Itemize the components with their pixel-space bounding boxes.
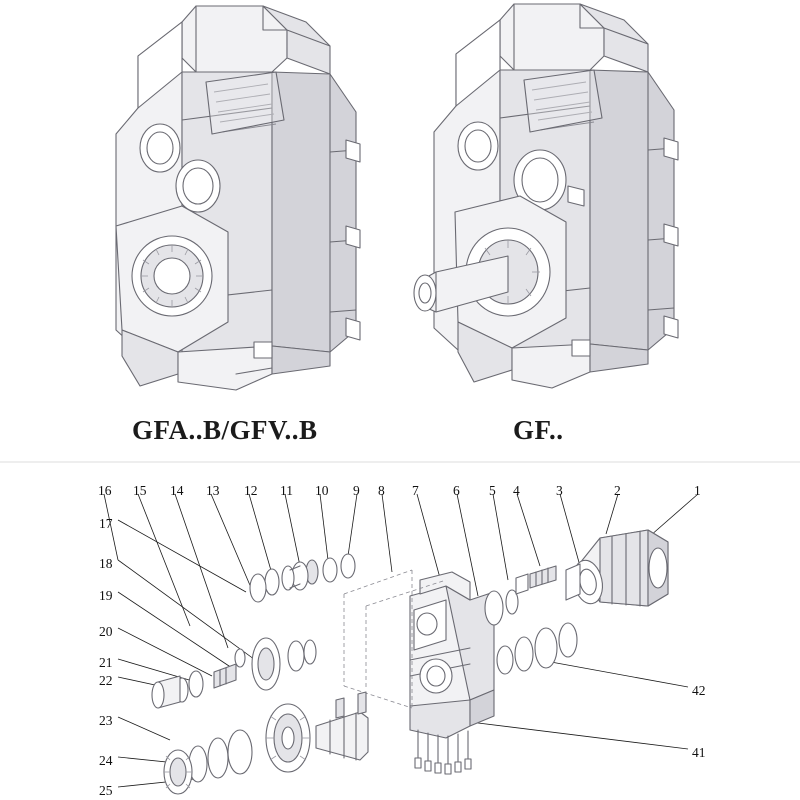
callout-top-4: 4	[513, 483, 520, 498]
callout-top-6: 6	[453, 483, 460, 498]
callout-top-1: 1	[694, 483, 701, 498]
callout-top-8: 8	[378, 483, 385, 498]
callout-top-10: 10	[315, 483, 329, 498]
callout-top-12: 12	[244, 483, 258, 498]
callout-left-24: 24	[99, 753, 113, 768]
callout-top-13: 13	[206, 483, 220, 498]
callout-top-2: 2	[614, 483, 621, 498]
caption-gf: GF..	[513, 415, 564, 445]
callout-top-5: 5	[489, 483, 496, 498]
callout-left-20: 20	[99, 624, 113, 639]
gf-housing-with-shaft-view	[414, 4, 678, 388]
callout-left-17: 17	[99, 516, 113, 531]
callout-top-11: 11	[280, 483, 293, 498]
callout-left-23: 23	[99, 713, 113, 728]
callout-right-41: 41	[692, 745, 706, 760]
callout-right-42: 42	[692, 683, 706, 698]
callout-top-15: 15	[133, 483, 147, 498]
callout-left-25: 25	[99, 783, 113, 798]
callout-left-19: 19	[99, 588, 113, 603]
callout-left-21: 21	[99, 655, 113, 670]
callout-top-3: 3	[556, 483, 563, 498]
gfa-b-gfv-b-housing-view	[116, 6, 360, 390]
caption-gfa-gfv: GFA..B/GFV..B	[132, 415, 318, 445]
callout-top-16: 16	[98, 483, 112, 498]
callout-top-14: 14	[170, 483, 184, 498]
callout-top-9: 9	[353, 483, 360, 498]
callout-left-22: 22	[99, 673, 113, 688]
callout-left-18: 18	[99, 556, 113, 571]
callout-top-7: 7	[412, 483, 419, 498]
exploded-parts-graphic	[104, 494, 698, 794]
